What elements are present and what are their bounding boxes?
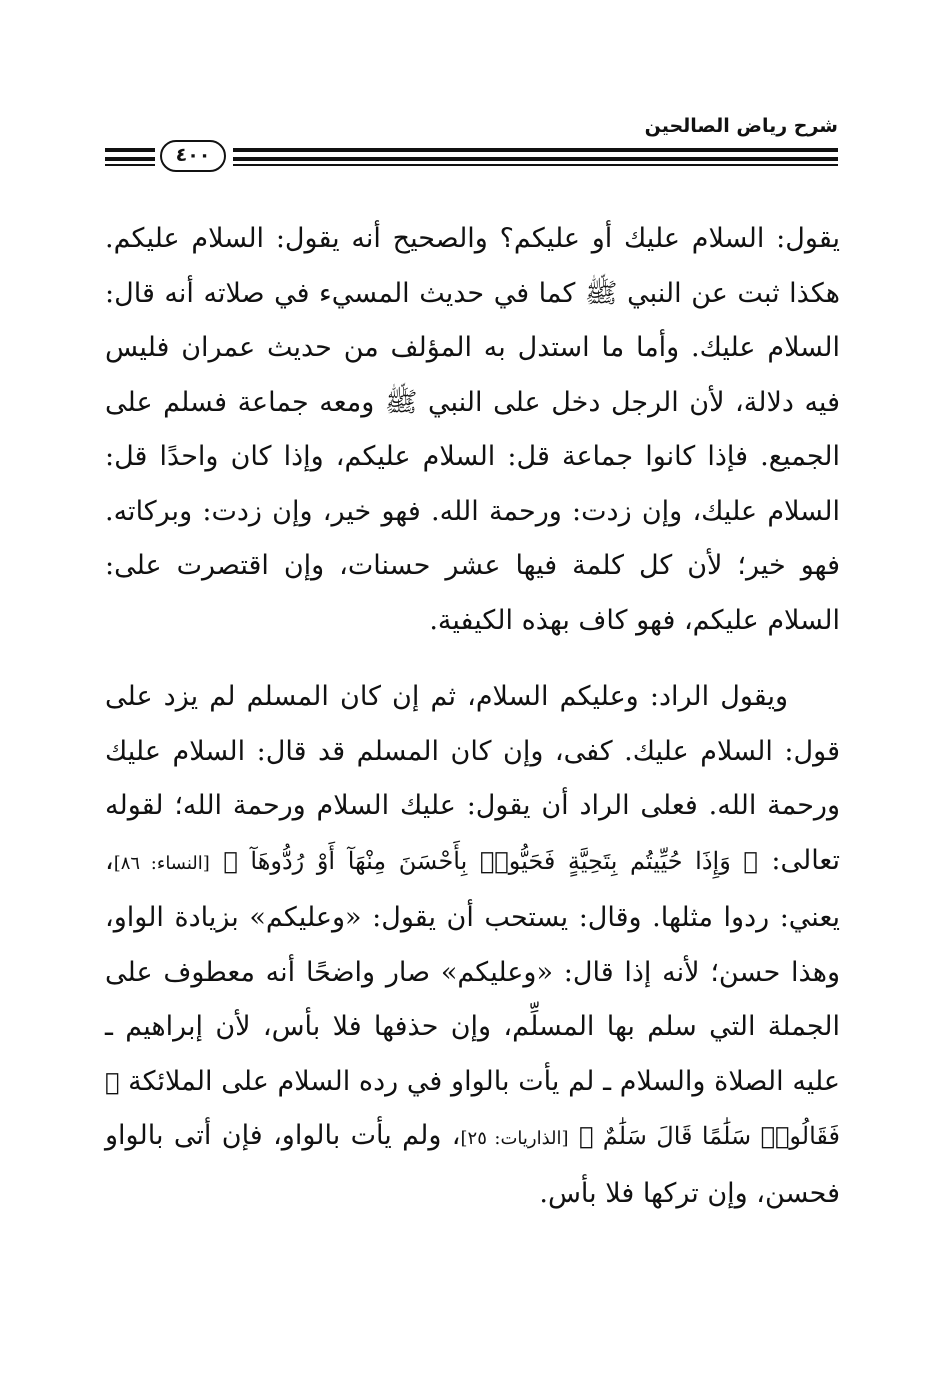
paragraph-2-text: ، يعني: ردوا مثلها. وقال: يستحب أن يقول: «وعليكم» بزيادة الواو، وهذا حسن؛ لأنه إذا قال: «وعليكم» صار واضحًا أنه معطوف على الجملة التي سلم بها المسلِّم، وإن حذفها فلا بأس، لأن إبراهيم ـ عليه الصلاة والسلام ـ لم يأت بالواو في رده السلام على الملائكة: [105, 844, 840, 1097]
verse-reference: [النساء: ٨٦]: [113, 852, 210, 874]
header-rule-line: [233, 157, 838, 161]
quran-verse: ﴿ فَقَالُوا۟ سَلَٰمًا قَالَ سَلَٰمٌ ﴾: [105, 1067, 841, 1150]
header-rule-line: [105, 148, 155, 152]
running-header: [105, 112, 838, 172]
paragraph-2-text: ويقول الراد: وعليكم السلام، ثم إن كان المسلم لم يزد على قول: السلام عليك. كفى، وإن كان المسلم قد قال: السلام عليك ورحمة الله. فعلى الراد أن يقول: عليك السلام ورحمة الله؛ لقوله تعالى:: [105, 681, 840, 876]
quran-verse: ﴿ وَإِذَا حُيِّيتُم بِتَحِيَّةٍ فَحَيُّوا۟ بِأَحْسَنَ مِنْهَآ أَوْ رُدُّوهَآ ﴾: [223, 846, 758, 875]
header-rule-line: [233, 148, 838, 152]
header-rule-line: [105, 157, 155, 161]
paragraph-2-text: ، ولم يأت بالواو، فإن أتى بالواو فحسن، وإن تركها فلا بأس.: [105, 1120, 840, 1209]
header-rule-line: [105, 164, 155, 166]
page-number: ٤٠٠: [160, 140, 226, 172]
paragraph-2: [105, 670, 840, 1221]
verse-reference: [الذاريات: ٢٥]: [460, 1128, 569, 1149]
book-title: شرح رياض الصالحين: [644, 115, 838, 137]
header-rule-line: [233, 164, 838, 166]
main-text: [105, 212, 840, 1221]
paragraph-1: يقول: السلام عليك أو عليكم؟ والصحيح أنه يقول: السلام عليكم. هكذا ثبت عن النبي ﷺ كما في حديث المسيء في صلاته أنه قال: السلام عليك. وأما ما استدل به المؤلف من حديث عمران فليس فيه دلالة، لأن الرجل دخل على النبي ﷺ ومعه جماعة فسلم على الجميع. فإذا كانوا جماعة قل: السلام عليكم، وإذا كان واحدًا قل: السلام عليك، وإن زدت: ورحمة الله. فهو خير، وإن زدت: وبركاته. فهو خير؛ لأن كل كلمة فيها عشر حسنات، وإن اقتصرت على: السلام عليكم، فهو كاف بهذه الكيفية.: [105, 223, 840, 636]
header-rule: [105, 146, 838, 168]
